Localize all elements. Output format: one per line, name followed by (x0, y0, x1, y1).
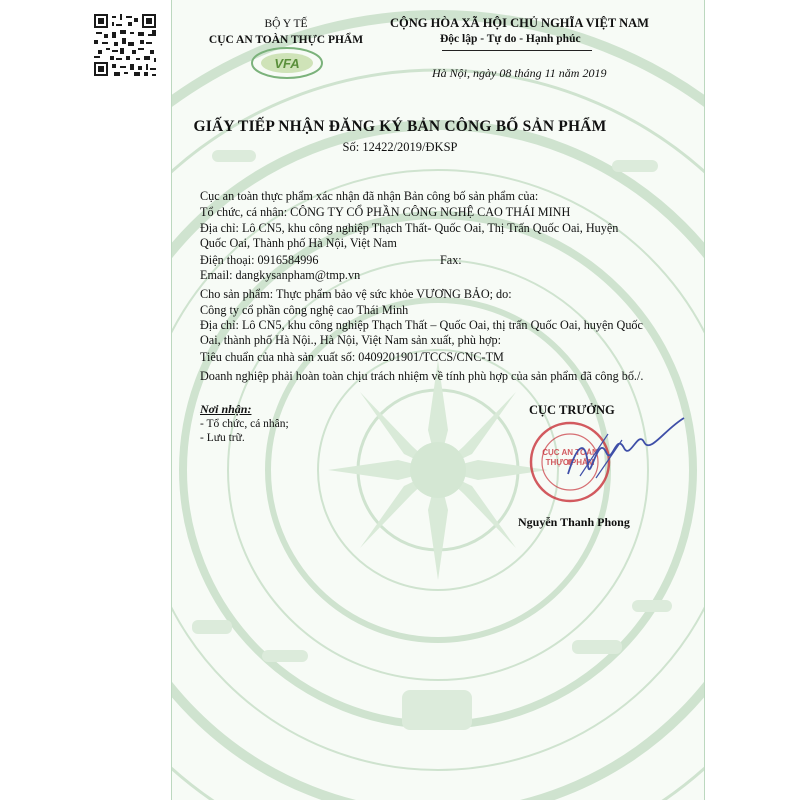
standard-line: Tiêu chuẩn của nhà sản xuất số: 0409201901/TCCS/CNC-TM (200, 350, 504, 364)
signer-name: Nguyễn Thanh Phong (518, 515, 630, 529)
phone-line: Điện thoại: 0916584996 (200, 253, 319, 267)
intro-line: Cục an toàn thực phẩm xác nhận đã nhận Bản công bố sản phẩm của: (200, 189, 539, 203)
address-line-1a: Địa chỉ: Lô CN5, khu công nghiệp Thạch Thất- Quốc Oai, Thị Trấn Quốc Oai, Huyện (200, 221, 619, 235)
address-line-2a: Địa chỉ: Lô CN5, khu công nghiệp Thạch Thất – Quốc Oai, thị trấn Quốc Oai, huyện Quốc (200, 318, 643, 332)
fax-line: Fax: (440, 253, 462, 267)
stamp-text: CỤC AN TOÀN THỰC PHẨM (542, 448, 598, 467)
document-title: GIẤY TIẾP NHẬN ĐĂNG KÝ BẢN CÔNG BỐ SẢN PHẨM (193, 118, 607, 135)
responsibility-line: Doanh nghiệp phải hoàn toàn chịu trách nhiệm về tính phù hợp của sản phẩm đã công bố./. (200, 369, 644, 383)
agency-name: CỤC AN TOÀN THỰC PHẨM (208, 34, 364, 46)
manufacturer-line: Công ty cổ phần công nghệ cao Thái Minh (200, 303, 409, 317)
qr-code (92, 12, 158, 78)
motto-underline (442, 50, 592, 51)
country-name: CỘNG HÒA XÃ HỘI CHỦ NGHĨA VIỆT NAM (390, 16, 649, 30)
signature-mark (560, 412, 690, 492)
recipient-item: - Tổ chức, cá nhân; (200, 418, 289, 430)
recipients-heading: Nơi nhận: (200, 402, 252, 416)
vfa-logo (250, 46, 324, 80)
document-number: Số: 12422/2019/ĐKSP (342, 140, 458, 154)
address-line-2b: Oai, thành phố Hà Nội., Hà Nội, Việt Nam sản xuất, phù hợp: (200, 333, 501, 347)
vfa-logo-text: VFA (274, 56, 300, 71)
issue-date: Hà Nội, ngày 08 tháng 11 năm 2019 (432, 66, 607, 80)
product-line: Cho sản phẩm: Thực phẩm bảo vệ sức khỏe VƯƠNG BẢO; do: (200, 287, 512, 301)
organization-line: Tổ chức, cá nhân: CÔNG TY CỔ PHẦN CÔNG NGHỆ CAO THÁI MINH (200, 205, 571, 219)
email-line: Email: dangkysanpham@tmp.vn (200, 268, 361, 282)
signer-title: CỤC TRƯỞNG (529, 403, 615, 417)
national-motto: Độc lập - Tự do - Hạnh phúc (440, 33, 581, 45)
address-line-1b: Quốc Oai, Thành phố Hà Nội, Việt Nam (200, 236, 397, 250)
ministry-name: BỘ Y TẾ (264, 18, 308, 30)
recipient-item: - Lưu trữ. (200, 432, 245, 444)
